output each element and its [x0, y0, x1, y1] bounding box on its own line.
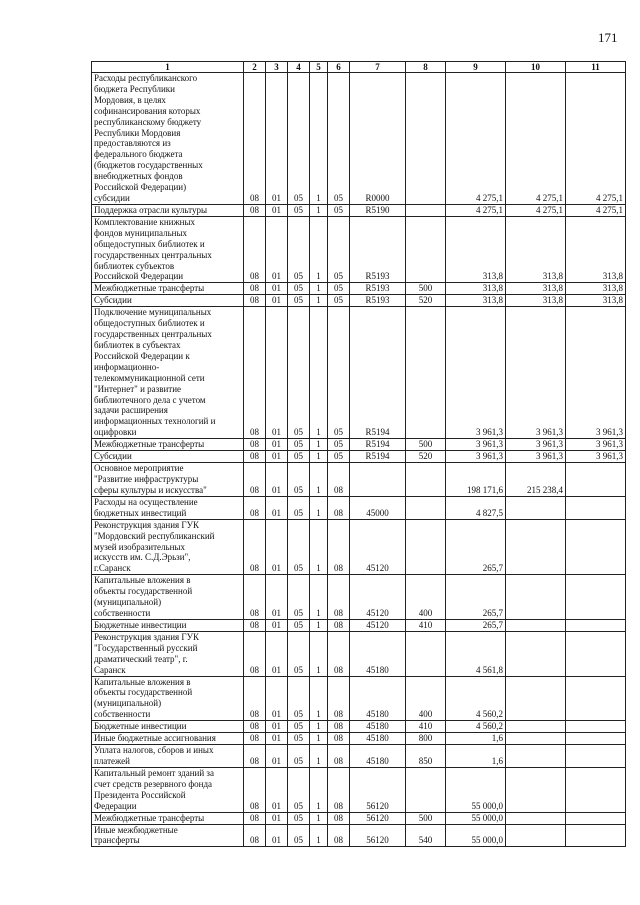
table-row — [92, 676, 626, 721]
amount-col-10: 3 961,3 — [506, 439, 566, 451]
code-subsection: 01 — [266, 439, 288, 451]
amount-col-11: 313,8 — [566, 283, 626, 295]
code-event: 05 — [328, 204, 350, 216]
code-program: 05 — [288, 439, 310, 451]
amount-col-11: 4 275,1 — [566, 204, 626, 216]
code-expense-type: 410 — [406, 721, 446, 733]
code-program: 05 — [288, 745, 310, 768]
code-program: 05 — [288, 463, 310, 497]
amount-col-9: 3 961,3 — [446, 439, 506, 451]
code-expense-type — [406, 73, 446, 205]
amount-col-10 — [506, 519, 566, 575]
code-direction: 45180 — [350, 733, 406, 745]
code-section: 08 — [244, 307, 266, 439]
code-subprogram: 1 — [310, 73, 328, 205]
code-expense-type — [406, 496, 446, 519]
amount-col-9: 55 000,0 — [446, 767, 506, 812]
code-program: 05 — [288, 619, 310, 631]
code-expense-type: 800 — [406, 733, 446, 745]
code-subprogram: 1 — [310, 451, 328, 463]
code-direction: 45180 — [350, 631, 406, 676]
amount-col-11 — [566, 676, 626, 721]
code-section: 08 — [244, 733, 266, 745]
amount-col-9: 1,6 — [446, 745, 506, 768]
row-name: Межбюджетные трансферты — [92, 439, 244, 451]
column-header: 11 — [566, 62, 626, 73]
amount-col-9: 313,8 — [446, 216, 506, 282]
amount-col-11 — [566, 575, 626, 620]
amount-col-9: 55 000,0 — [446, 824, 506, 847]
table-row — [92, 519, 626, 575]
page-number: 171 — [598, 30, 618, 45]
code-program: 05 — [288, 73, 310, 205]
code-program: 05 — [288, 451, 310, 463]
code-subprogram: 1 — [310, 216, 328, 282]
code-subsection: 01 — [266, 283, 288, 295]
code-expense-type — [406, 307, 446, 439]
code-direction: 45180 — [350, 721, 406, 733]
code-section: 08 — [244, 463, 266, 497]
code-direction: R5193 — [350, 216, 406, 282]
code-event: 08 — [328, 733, 350, 745]
column-header: 10 — [506, 62, 566, 73]
row-name: Подключение муниципальных общедоступных библиотек и государственных центральных библиотек в субъектах Российской Федерации к информационно- телекоммуникационной сети "Интернет" и развитие библиотечного дела с учетом задачи расширения информационных технологий и оцифровки — [92, 307, 244, 439]
code-direction: R5194 — [350, 451, 406, 463]
code-section: 08 — [244, 451, 266, 463]
amount-col-11 — [566, 631, 626, 676]
table-row — [92, 721, 626, 733]
code-subprogram: 1 — [310, 295, 328, 307]
code-event: 08 — [328, 721, 350, 733]
code-section: 08 — [244, 216, 266, 282]
row-name: Реконструкция здания ГУК "Государственный русский драматический театр", г. Саранск — [92, 631, 244, 676]
table-row — [92, 575, 626, 620]
code-section: 08 — [244, 619, 266, 631]
code-expense-type: 410 — [406, 619, 446, 631]
code-event: 05 — [328, 307, 350, 439]
row-name: Расходы на осуществление бюджетных инвестиций — [92, 496, 244, 519]
column-header: 1 — [92, 62, 244, 73]
code-program: 05 — [288, 283, 310, 295]
code-program: 05 — [288, 824, 310, 847]
row-name: Иные межбюджетные трансферты — [92, 824, 244, 847]
amount-col-9: 313,8 — [446, 283, 506, 295]
code-direction: R5193 — [350, 283, 406, 295]
code-subsection: 01 — [266, 519, 288, 575]
code-event: 08 — [328, 631, 350, 676]
amount-col-9: 4 561,8 — [446, 631, 506, 676]
code-subsection: 01 — [266, 733, 288, 745]
code-section: 08 — [244, 204, 266, 216]
table-row — [92, 295, 626, 307]
amount-col-9: 4 275,1 — [446, 204, 506, 216]
amount-col-11: 4 275,1 — [566, 73, 626, 205]
amount-col-11: 3 961,3 — [566, 307, 626, 439]
code-subsection: 01 — [266, 204, 288, 216]
row-name: Поддержка отрасли культуры — [92, 204, 244, 216]
amount-col-11: 313,8 — [566, 295, 626, 307]
budget-table — [91, 61, 626, 847]
row-name: Межбюджетные трансферты — [92, 812, 244, 824]
amount-col-9: 4 275,1 — [446, 73, 506, 205]
table-row — [92, 451, 626, 463]
table-row — [92, 283, 626, 295]
amount-col-10 — [506, 733, 566, 745]
amount-col-10 — [506, 496, 566, 519]
column-header: 9 — [446, 62, 506, 73]
code-event: 08 — [328, 619, 350, 631]
amount-col-10 — [506, 619, 566, 631]
column-header: 2 — [244, 62, 266, 73]
amount-col-11 — [566, 767, 626, 812]
code-subprogram: 1 — [310, 204, 328, 216]
amount-col-9: 4 560,2 — [446, 676, 506, 721]
code-expense-type — [406, 519, 446, 575]
code-section: 08 — [244, 721, 266, 733]
row-name: Реконструкция здания ГУК "Мордовский республиканский музей изобразительных искусств им. С.Д.Эрьзи", г.Саранск — [92, 519, 244, 575]
column-header: 8 — [406, 62, 446, 73]
amount-col-10 — [506, 631, 566, 676]
amount-col-9: 3 961,3 — [446, 451, 506, 463]
code-event: 08 — [328, 745, 350, 768]
code-subsection: 01 — [266, 721, 288, 733]
amount-col-11 — [566, 745, 626, 768]
code-event: 08 — [328, 676, 350, 721]
code-event: 08 — [328, 812, 350, 824]
code-program: 05 — [288, 733, 310, 745]
amount-col-11 — [566, 721, 626, 733]
code-event: 05 — [328, 216, 350, 282]
column-header: 6 — [328, 62, 350, 73]
code-subprogram: 1 — [310, 676, 328, 721]
amount-col-11 — [566, 463, 626, 497]
amount-col-10: 313,8 — [506, 216, 566, 282]
code-direction: R5193 — [350, 295, 406, 307]
amount-col-10: 3 961,3 — [506, 307, 566, 439]
code-direction: R0000 — [350, 73, 406, 205]
code-direction: R5190 — [350, 204, 406, 216]
code-subsection: 01 — [266, 812, 288, 824]
table-row — [92, 619, 626, 631]
amount-col-9: 265,7 — [446, 619, 506, 631]
amount-col-9: 55 000,0 — [446, 812, 506, 824]
code-event: 08 — [328, 824, 350, 847]
code-direction: 45120 — [350, 575, 406, 620]
table-row — [92, 812, 626, 824]
code-subprogram: 1 — [310, 619, 328, 631]
code-subsection: 01 — [266, 631, 288, 676]
code-direction: 56120 — [350, 767, 406, 812]
amount-col-9: 313,8 — [446, 295, 506, 307]
code-event: 05 — [328, 73, 350, 205]
code-expense-type: 850 — [406, 745, 446, 768]
amount-col-10 — [506, 824, 566, 847]
amount-col-9: 3 961,3 — [446, 307, 506, 439]
code-direction: 45180 — [350, 676, 406, 721]
code-event: 08 — [328, 767, 350, 812]
code-expense-type: 500 — [406, 283, 446, 295]
code-direction: 56120 — [350, 812, 406, 824]
amount-col-11: 313,8 — [566, 216, 626, 282]
code-section: 08 — [244, 767, 266, 812]
row-name: Субсидии — [92, 295, 244, 307]
code-direction: 45000 — [350, 496, 406, 519]
amount-col-9: 4 827,5 — [446, 496, 506, 519]
code-program: 05 — [288, 295, 310, 307]
row-name: Капитальные вложения в объекты государственной (муниципальной) собственности — [92, 676, 244, 721]
header-row — [92, 62, 626, 73]
code-subsection: 01 — [266, 496, 288, 519]
amount-col-10 — [506, 767, 566, 812]
amount-col-10 — [506, 676, 566, 721]
amount-col-10: 3 961,3 — [506, 451, 566, 463]
amount-col-10 — [506, 721, 566, 733]
code-subsection: 01 — [266, 824, 288, 847]
code-subprogram: 1 — [310, 439, 328, 451]
code-subsection: 01 — [266, 216, 288, 282]
row-name: Бюджетные инвестиции — [92, 721, 244, 733]
code-program: 05 — [288, 767, 310, 812]
code-section: 08 — [244, 812, 266, 824]
table-row — [92, 204, 626, 216]
code-section: 08 — [244, 439, 266, 451]
table-row — [92, 73, 626, 205]
row-name: Иные бюджетные ассигнования — [92, 733, 244, 745]
row-name: Субсидии — [92, 451, 244, 463]
row-name: Комплектование книжных фондов муниципальных общедоступных библиотек и государственных центральных библиотек субъектов Российской Федерации — [92, 216, 244, 282]
code-direction: R5194 — [350, 439, 406, 451]
code-program: 05 — [288, 676, 310, 721]
code-section: 08 — [244, 73, 266, 205]
code-subprogram: 1 — [310, 745, 328, 768]
table-row — [92, 733, 626, 745]
column-header: 5 — [310, 62, 328, 73]
code-subsection: 01 — [266, 767, 288, 812]
amount-col-11: 3 961,3 — [566, 451, 626, 463]
amount-col-9: 1,6 — [446, 733, 506, 745]
code-section: 08 — [244, 631, 266, 676]
row-name: Капитальный ремонт зданий за счет средств резервного фонда Президента Российской Федерации — [92, 767, 244, 812]
amount-col-10: 313,8 — [506, 295, 566, 307]
column-header: 7 — [350, 62, 406, 73]
code-subprogram: 1 — [310, 283, 328, 295]
code-subsection: 01 — [266, 451, 288, 463]
code-subprogram: 1 — [310, 812, 328, 824]
amount-col-9: 265,7 — [446, 575, 506, 620]
code-subprogram: 1 — [310, 631, 328, 676]
code-expense-type: 400 — [406, 575, 446, 620]
table-row — [92, 439, 626, 451]
code-section: 08 — [244, 295, 266, 307]
code-event: 08 — [328, 519, 350, 575]
code-expense-type: 520 — [406, 451, 446, 463]
code-program: 05 — [288, 307, 310, 439]
row-name: Бюджетные инвестиции — [92, 619, 244, 631]
row-name: Основное мероприятие "Развитие инфраструктуры сферы культуры и искусства" — [92, 463, 244, 497]
row-name: Расходы республиканского бюджета Республики Мордовия, в целях софинансирования которых республиканскому бюджету Республики Мордовия предоставляются из федерального бюджета (бюджетов государственных внебюджетных фондов Российской Федерации) субсидии — [92, 73, 244, 205]
code-subprogram: 1 — [310, 824, 328, 847]
code-subsection: 01 — [266, 463, 288, 497]
amount-col-11 — [566, 824, 626, 847]
code-program: 05 — [288, 812, 310, 824]
table-row — [92, 307, 626, 439]
code-subprogram: 1 — [310, 575, 328, 620]
code-expense-type — [406, 463, 446, 497]
code-subprogram: 1 — [310, 307, 328, 439]
code-event: 05 — [328, 439, 350, 451]
code-event: 05 — [328, 283, 350, 295]
code-direction: 45180 — [350, 745, 406, 768]
code-expense-type — [406, 767, 446, 812]
code-subsection: 01 — [266, 295, 288, 307]
code-subprogram: 1 — [310, 767, 328, 812]
code-section: 08 — [244, 496, 266, 519]
code-direction: R5194 — [350, 307, 406, 439]
code-subprogram: 1 — [310, 721, 328, 733]
code-program: 05 — [288, 519, 310, 575]
column-header: 4 — [288, 62, 310, 73]
code-program: 05 — [288, 575, 310, 620]
code-direction: 45120 — [350, 519, 406, 575]
code-program: 05 — [288, 204, 310, 216]
code-section: 08 — [244, 745, 266, 768]
code-expense-type — [406, 216, 446, 282]
amount-col-10 — [506, 812, 566, 824]
row-name: Уплата налогов, сборов и иных платежей — [92, 745, 244, 768]
code-program: 05 — [288, 721, 310, 733]
table-row — [92, 767, 626, 812]
amount-col-11 — [566, 619, 626, 631]
code-subsection: 01 — [266, 745, 288, 768]
row-name: Межбюджетные трансферты — [92, 283, 244, 295]
amount-col-10 — [506, 745, 566, 768]
amount-col-11 — [566, 496, 626, 519]
amount-col-11: 3 961,3 — [566, 439, 626, 451]
table-row — [92, 824, 626, 847]
code-section: 08 — [244, 676, 266, 721]
code-expense-type — [406, 631, 446, 676]
code-subsection: 01 — [266, 73, 288, 205]
code-subsection: 01 — [266, 676, 288, 721]
code-subsection: 01 — [266, 575, 288, 620]
code-section: 08 — [244, 824, 266, 847]
amount-col-10: 215 238,4 — [506, 463, 566, 497]
code-direction: 56120 — [350, 824, 406, 847]
amount-col-11 — [566, 519, 626, 575]
code-expense-type: 500 — [406, 439, 446, 451]
amount-col-9: 265,7 — [446, 519, 506, 575]
code-section: 08 — [244, 283, 266, 295]
amount-col-11 — [566, 812, 626, 824]
table-row — [92, 496, 626, 519]
code-event: 05 — [328, 451, 350, 463]
code-direction: 45120 — [350, 619, 406, 631]
code-subprogram: 1 — [310, 519, 328, 575]
amount-col-10: 313,8 — [506, 283, 566, 295]
amount-col-10: 4 275,1 — [506, 204, 566, 216]
amount-col-9: 4 560,2 — [446, 721, 506, 733]
code-subsection: 01 — [266, 307, 288, 439]
code-direction — [350, 463, 406, 497]
code-subprogram: 1 — [310, 733, 328, 745]
table-row — [92, 216, 626, 282]
code-event: 08 — [328, 463, 350, 497]
amount-col-10 — [506, 575, 566, 620]
code-program: 05 — [288, 496, 310, 519]
code-expense-type: 540 — [406, 824, 446, 847]
code-subprogram: 1 — [310, 496, 328, 519]
code-expense-type: 520 — [406, 295, 446, 307]
table-body — [92, 73, 626, 847]
table-row — [92, 463, 626, 497]
code-subprogram: 1 — [310, 463, 328, 497]
table-row — [92, 745, 626, 768]
row-name: Капитальные вложения в объекты государственной (муниципальной) собственности — [92, 575, 244, 620]
code-program: 05 — [288, 216, 310, 282]
code-section: 08 — [244, 575, 266, 620]
code-event: 08 — [328, 575, 350, 620]
code-section: 08 — [244, 519, 266, 575]
code-expense-type: 400 — [406, 676, 446, 721]
amount-col-9: 198 171,6 — [446, 463, 506, 497]
amount-col-10: 4 275,1 — [506, 73, 566, 205]
code-expense-type — [406, 204, 446, 216]
code-event: 05 — [328, 295, 350, 307]
amount-col-11 — [566, 733, 626, 745]
code-event: 08 — [328, 496, 350, 519]
code-expense-type: 500 — [406, 812, 446, 824]
code-subsection: 01 — [266, 619, 288, 631]
table-row — [92, 631, 626, 676]
code-program: 05 — [288, 631, 310, 676]
column-header: 3 — [266, 62, 288, 73]
